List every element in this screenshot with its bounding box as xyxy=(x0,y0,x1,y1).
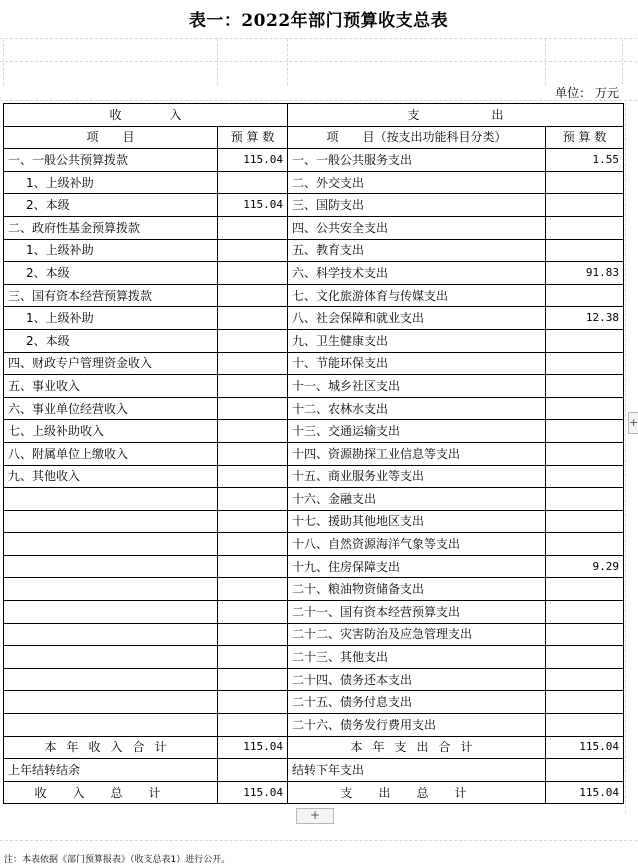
expense-item-cell: 十三、交通运输支出 xyxy=(288,420,546,443)
expense-item-cell: 十六、金融支出 xyxy=(288,488,546,511)
year-income-total-value: 115.04 xyxy=(218,736,288,759)
expense-item-cell: 十二、农林水支出 xyxy=(288,397,546,420)
table-row xyxy=(4,691,624,714)
income-item-cell: 九、其他收入 xyxy=(4,465,218,488)
income-item-cell xyxy=(4,646,218,669)
table-row xyxy=(4,442,624,465)
table-row xyxy=(4,668,624,691)
expense-section-header: 支 出 xyxy=(288,104,624,127)
table-row xyxy=(4,307,624,330)
income-item-cell: 1、上级补助 xyxy=(4,171,218,194)
table-row xyxy=(4,397,624,420)
expense-amount-cell xyxy=(546,578,624,601)
expense-amount-cell xyxy=(546,488,624,511)
table-row xyxy=(4,420,624,443)
income-item-header: 项 目 xyxy=(4,126,218,149)
expense-item-cell: 十、节能环保支出 xyxy=(288,352,546,375)
expense-amount-cell xyxy=(546,284,624,307)
income-item-cell: 三、国有资本经营预算拨款 xyxy=(4,284,218,307)
expense-item-cell: 六、科学技术支出 xyxy=(288,262,546,285)
expense-amount-cell: 1.55 xyxy=(546,149,624,172)
table-row xyxy=(4,375,624,398)
income-amount-cell xyxy=(218,555,288,578)
expense-item-cell: 十五、商业服务业等支出 xyxy=(288,465,546,488)
expense-item-cell: 五、教育支出 xyxy=(288,239,546,262)
income-item-cell: 一、一般公共预算拨款 xyxy=(4,149,218,172)
income-item-cell xyxy=(4,533,218,556)
expense-amount-cell xyxy=(546,216,624,239)
expense-item-cell: 一、一般公共服务支出 xyxy=(288,149,546,172)
expense-amount-cell xyxy=(546,623,624,646)
table-row xyxy=(4,646,624,669)
table-row xyxy=(4,714,624,737)
expense-item-header: 项 目（按支出功能科目分类） xyxy=(288,126,546,149)
table-row xyxy=(4,488,624,511)
income-item-cell xyxy=(4,623,218,646)
expense-item-cell: 四、公共安全支出 xyxy=(288,216,546,239)
expense-amount-cell xyxy=(546,465,624,488)
expense-amount-cell xyxy=(546,533,624,556)
carryforward-label: 结转下年支出 xyxy=(288,759,546,782)
table-row xyxy=(4,216,624,239)
table-row xyxy=(4,578,624,601)
expense-amount-cell xyxy=(546,646,624,669)
expense-item-cell: 二十四、债务还本支出 xyxy=(288,668,546,691)
expense-amount-cell xyxy=(546,329,624,352)
expense-amount-cell xyxy=(546,510,624,533)
footnote: 注：本表依据《部门预算报表》（收支总表1）进行公开。 xyxy=(4,855,231,865)
income-amount-cell xyxy=(218,397,288,420)
income-amount-cell xyxy=(218,329,288,352)
expense-item-cell: 九、卫生健康支出 xyxy=(288,329,546,352)
expense-amount-cell: 12.38 xyxy=(546,307,624,330)
page-title: 表一：2022年部门预算收支总表 xyxy=(188,11,449,31)
expense-item-cell: 二十二、灾害防治及应急管理支出 xyxy=(288,623,546,646)
table-row xyxy=(4,555,624,578)
income-item-cell: 2、本级 xyxy=(4,194,218,217)
income-amount-cell xyxy=(218,533,288,556)
grand-total-row xyxy=(4,781,624,804)
table-row xyxy=(4,623,624,646)
expense-total-label: 支出总计 xyxy=(288,781,546,804)
income-amount-cell xyxy=(218,691,288,714)
table-row xyxy=(4,352,624,375)
income-item-cell xyxy=(4,488,218,511)
expense-amount-cell xyxy=(546,397,624,420)
income-amount-cell xyxy=(218,284,288,307)
column-header-row xyxy=(4,126,624,149)
income-item-cell: 七、上级补助收入 xyxy=(4,420,218,443)
expense-amount-cell xyxy=(546,194,624,217)
section-header-row xyxy=(4,104,624,127)
table-row xyxy=(4,262,624,285)
empty-grid-area xyxy=(0,38,637,85)
income-amount-cell xyxy=(218,668,288,691)
add-row-button[interactable]: + xyxy=(296,808,334,824)
expense-amount-cell: 91.83 xyxy=(546,262,624,285)
unit-label: 单位： 万元 xyxy=(555,86,619,100)
income-amount-header: 预 算 数 xyxy=(218,126,288,149)
income-amount-cell xyxy=(218,216,288,239)
income-item-cell: 八、附属单位上缴收入 xyxy=(4,442,218,465)
table-row xyxy=(4,329,624,352)
income-item-cell xyxy=(4,691,218,714)
table-row xyxy=(4,194,624,217)
income-item-cell: 1、上级补助 xyxy=(4,307,218,330)
expense-amount-cell xyxy=(546,352,624,375)
income-amount-cell xyxy=(218,465,288,488)
expense-amount-cell xyxy=(546,375,624,398)
income-amount-cell xyxy=(218,488,288,511)
income-amount-cell: 115.04 xyxy=(218,194,288,217)
add-column-button[interactable]: + xyxy=(628,412,638,434)
expense-amount-cell xyxy=(546,420,624,443)
expense-amount-cell xyxy=(546,601,624,624)
income-amount-cell xyxy=(218,601,288,624)
income-amount-cell xyxy=(218,714,288,737)
table-row xyxy=(4,149,624,172)
table-row xyxy=(4,171,624,194)
table-row xyxy=(4,601,624,624)
income-item-cell xyxy=(4,510,218,533)
income-amount-cell xyxy=(218,375,288,398)
income-item-cell xyxy=(4,555,218,578)
expense-item-cell: 十八、自然资源海洋气象等支出 xyxy=(288,533,546,556)
income-item-cell: 1、上级补助 xyxy=(4,239,218,262)
year-expense-total-label: 本年支出合计 xyxy=(288,736,546,759)
expense-amount-cell xyxy=(546,668,624,691)
income-amount-cell: 115.04 xyxy=(218,149,288,172)
table-row xyxy=(4,510,624,533)
income-amount-cell xyxy=(218,578,288,601)
income-amount-cell xyxy=(218,646,288,669)
income-amount-cell xyxy=(218,510,288,533)
income-item-cell xyxy=(4,714,218,737)
expense-item-cell: 二十一、国有资本经营预算支出 xyxy=(288,601,546,624)
income-amount-cell xyxy=(218,307,288,330)
table-row xyxy=(4,284,624,307)
income-amount-cell xyxy=(218,442,288,465)
income-item-cell: 二、政府性基金预算拨款 xyxy=(4,216,218,239)
table-row xyxy=(4,533,624,556)
expense-amount-cell xyxy=(546,171,624,194)
expense-item-cell: 二十五、债务付息支出 xyxy=(288,691,546,714)
expense-item-cell: 十九、住房保障支出 xyxy=(288,555,546,578)
income-item-cell xyxy=(4,578,218,601)
expense-item-cell: 十四、资源勘探工业信息等支出 xyxy=(288,442,546,465)
income-amount-cell xyxy=(218,420,288,443)
income-total-value: 115.04 xyxy=(218,781,288,804)
expense-amount-cell xyxy=(546,239,624,262)
income-amount-cell xyxy=(218,239,288,262)
income-amount-cell xyxy=(218,352,288,375)
carryforward-value xyxy=(546,759,624,782)
year-expense-total-value: 115.04 xyxy=(546,736,624,759)
income-item-cell: 五、事业收入 xyxy=(4,375,218,398)
carryover-value xyxy=(218,759,288,782)
expense-item-cell: 二、外交支出 xyxy=(288,171,546,194)
income-total-label: 收入总计 xyxy=(4,781,218,804)
table-row xyxy=(4,239,624,262)
income-item-cell: 六、事业单位经营收入 xyxy=(4,397,218,420)
expense-item-cell: 二十六、债务发行费用支出 xyxy=(288,714,546,737)
expense-item-cell: 八、社会保障和就业支出 xyxy=(288,307,546,330)
expense-amount-cell xyxy=(546,714,624,737)
expense-item-cell: 三、国防支出 xyxy=(288,194,546,217)
income-item-cell xyxy=(4,601,218,624)
carryover-row xyxy=(4,759,624,782)
income-amount-cell xyxy=(218,623,288,646)
income-item-cell: 2、本级 xyxy=(4,262,218,285)
expense-amount-cell xyxy=(546,691,624,714)
year-total-row xyxy=(4,736,624,759)
table-row xyxy=(4,465,624,488)
expense-amount-cell: 9.29 xyxy=(546,555,624,578)
income-item-cell: 2、本级 xyxy=(4,329,218,352)
year-income-total-label: 本年收入合计 xyxy=(4,736,218,759)
expense-item-cell: 二十三、其他支出 xyxy=(288,646,546,669)
carryover-label: 上年结转结余 xyxy=(4,759,218,782)
income-section-header: 收 入 xyxy=(4,104,288,127)
expense-total-value: 115.04 xyxy=(546,781,624,804)
expense-item-cell: 十一、城乡社区支出 xyxy=(288,375,546,398)
expense-item-cell: 七、文化旅游体育与传媒支出 xyxy=(288,284,546,307)
expense-amount-cell xyxy=(546,442,624,465)
budget-table xyxy=(3,103,624,804)
expense-amount-header: 预 算 数 xyxy=(546,126,624,149)
income-item-cell: 四、财政专户管理资金收入 xyxy=(4,352,218,375)
expense-item-cell: 二十、粮油物资储备支出 xyxy=(288,578,546,601)
income-amount-cell xyxy=(218,262,288,285)
income-amount-cell xyxy=(218,171,288,194)
income-item-cell xyxy=(4,668,218,691)
expense-item-cell: 十七、援助其他地区支出 xyxy=(288,510,546,533)
